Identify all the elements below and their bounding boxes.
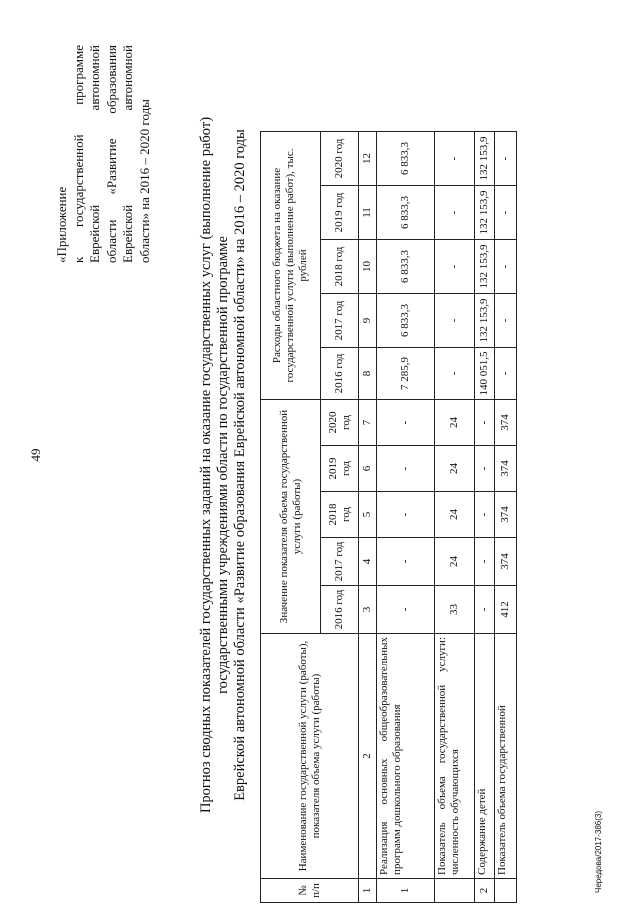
expense-cell: 132 153,9 xyxy=(475,294,495,348)
expense-cell: - xyxy=(435,132,475,186)
appendix-caption xyxy=(54,45,153,263)
appendix-line: Еврейской автономной xyxy=(120,45,135,263)
expense-cell: - xyxy=(495,348,517,400)
document-title xyxy=(198,25,249,905)
index-cell: 4 xyxy=(359,538,377,586)
indicator-cell: - xyxy=(377,492,435,538)
title-line: Еврейской автономной области «Развитие образования Еврейской автономной области» на 2016 – 2020 годы xyxy=(232,129,248,801)
index-cell: 2 xyxy=(359,634,377,879)
expense-cell: 140 051,5 xyxy=(475,348,495,400)
appendix-line: области «Развитие образования xyxy=(103,45,119,263)
table-row xyxy=(475,132,495,903)
indicator-cell: 33 xyxy=(435,586,475,634)
index-cell: 5 xyxy=(359,492,377,538)
expense-cell: - xyxy=(495,186,517,240)
row-name: Реализация основных общеобразовательных программ дошкольного образования xyxy=(377,634,435,879)
table-row xyxy=(435,132,475,903)
header-year: 2019 год xyxy=(321,446,359,492)
expense-cell: - xyxy=(435,186,475,240)
row-num xyxy=(495,879,517,903)
indicator-cell: 374 xyxy=(495,446,517,492)
expense-cell: 6 833,3 xyxy=(377,132,435,186)
indicator-cell: 24 xyxy=(435,400,475,446)
expense-cell: - xyxy=(435,294,475,348)
header-year: 2016 год xyxy=(321,348,359,400)
header-year: 2017 год xyxy=(321,538,359,586)
index-cell: 6 xyxy=(359,446,377,492)
header-indicator-group: Значение показателя объема государственной услуги (работы) xyxy=(261,400,321,634)
header-name: Наименование государственной услуги (работы), показателя объема услуги (работы) xyxy=(261,634,359,879)
appendix-line: «Приложение xyxy=(54,186,69,263)
indicator-cell: 374 xyxy=(495,538,517,586)
indicator-cell: 24 xyxy=(435,446,475,492)
appendix-line: к государственной программе xyxy=(70,45,86,263)
index-cell: 7 xyxy=(359,400,377,446)
appendix-line: Еврейской автономной xyxy=(87,45,102,263)
indicator-cell: 24 xyxy=(435,538,475,586)
indicator-cell: - xyxy=(377,538,435,586)
header-year: 2020 год xyxy=(321,132,359,186)
indicator-cell: - xyxy=(475,492,495,538)
expense-cell: 132 153,9 xyxy=(475,240,495,294)
indicator-cell: - xyxy=(377,446,435,492)
indicator-cell: - xyxy=(475,400,495,446)
expense-cell: 6 833,3 xyxy=(377,186,435,240)
index-cell: 12 xyxy=(359,132,377,186)
table-row xyxy=(377,132,435,903)
indicator-cell: 374 xyxy=(495,492,517,538)
index-cell: 8 xyxy=(359,348,377,400)
expense-cell: - xyxy=(495,132,517,186)
index-cell: 1 xyxy=(359,879,377,903)
indicator-cell: - xyxy=(475,538,495,586)
indicator-cell: - xyxy=(475,446,495,492)
index-cell: 11 xyxy=(359,186,377,240)
index-row xyxy=(359,132,377,903)
header-year: 2019 год xyxy=(321,186,359,240)
expense-cell: 6 833,3 xyxy=(377,240,435,294)
table-row xyxy=(495,132,517,903)
index-cell: 10 xyxy=(359,240,377,294)
row-name: Показатель объема государственной услуги: численность обучающихся xyxy=(435,634,475,879)
row-num: 2 xyxy=(475,879,495,903)
page-number: 49 xyxy=(28,448,43,462)
row-name: Показатель объема государственной xyxy=(495,634,517,879)
title-line: Прогноз сводных показателей государственных заданий на оказание государственных услуг (выполнение работ) xyxy=(198,116,214,814)
indicator-cell: 24 xyxy=(435,492,475,538)
index-cell: 3 xyxy=(359,586,377,634)
header-year: 2016 год xyxy=(321,586,359,634)
row-num xyxy=(435,879,475,903)
header-year: 2020 год xyxy=(321,400,359,446)
indicator-cell: - xyxy=(377,586,435,634)
header-year: 2018 год xyxy=(321,492,359,538)
forecast-table xyxy=(260,131,517,903)
expense-cell: - xyxy=(495,240,517,294)
header-year: 2017 год xyxy=(321,294,359,348)
footer-code: Чередова/2017-386(3) xyxy=(594,810,603,893)
row-name: Содержание детей xyxy=(475,634,495,879)
index-cell: 9 xyxy=(359,294,377,348)
header-expense-group: Расходы областного бюджета на оказание государственной услуги (выполнение работ), тыс. рублей xyxy=(261,132,321,400)
expense-cell: 7 285,9 xyxy=(377,348,435,400)
row-num: 1 xyxy=(377,879,435,903)
expense-cell: - xyxy=(435,240,475,294)
header-num: № п/п xyxy=(261,879,359,903)
expense-cell: - xyxy=(495,294,517,348)
indicator-cell: - xyxy=(377,400,435,446)
indicator-cell: 412 xyxy=(495,586,517,634)
indicator-cell: 374 xyxy=(495,400,517,446)
header-year: 2018 год xyxy=(321,240,359,294)
title-line: государственными учреждениями области по государственной программе xyxy=(215,236,231,694)
expense-cell: 6 833,3 xyxy=(377,294,435,348)
expense-cell: - xyxy=(435,348,475,400)
expense-cell: 132 153,9 xyxy=(475,132,495,186)
appendix-line: области» на 2016 – 2020 годы xyxy=(136,99,152,263)
expense-cell: 132 153,9 xyxy=(475,186,495,240)
indicator-cell: - xyxy=(475,586,495,634)
